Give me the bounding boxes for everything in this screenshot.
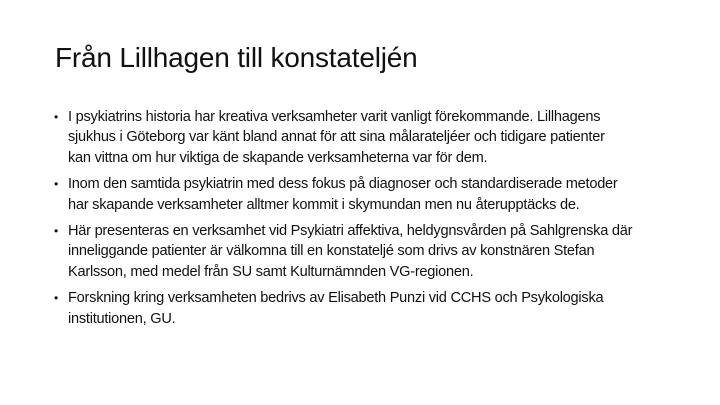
bullet-text-line: har skapande verksamheter alltmer kommit i skymundan men nu återupptäcks de. [68, 196, 580, 213]
bullet-dot-icon: • [54, 291, 59, 306]
bullet-list [52, 107, 712, 335]
bullet-text-line: Karlsson, med medel från SU samt Kulturnämnden VG-regionen. [68, 263, 474, 280]
bullet-item [52, 107, 712, 168]
bullet-item [52, 174, 712, 215]
bullet-text-line: Här presenteras en verksamhet vid Psykiatri affektiva, heldygnsvården på Sahlgrenska där [68, 223, 633, 240]
bullet-item [52, 288, 712, 329]
bullet-text-line: inneliggande patienter är välkomna till en konstateljé som drivs av konstnären Stefan [68, 243, 595, 260]
bullet-dot-icon: • [54, 110, 59, 124]
bullet-text-line: kan vittna om hur viktiga de skapande verksamheterna var för dem. [68, 149, 488, 166]
bullet-text-line: Inom den samtida psykiatrin med dess fokus på diagnoser och standardiserade metoder [68, 176, 618, 193]
bullet-text-line: Forskning kring verksamheten bedrivs av Elisabeth Punzi vid CCHS och Psykologiska [68, 290, 604, 307]
bullet-item [52, 221, 712, 282]
bullet-text-line: sjukhus i Göteborg var känt bland annat för att sina målarateljéer och tidigare patienter [68, 129, 605, 146]
bullet-text-line: institutionen, GU. [68, 310, 176, 327]
bullet-text-line: I psykiatrins historia har kreativa verksamheter varit vanligt förekommande. Lillhagens [68, 109, 601, 125]
bullet-dot-icon: • [54, 224, 59, 239]
bullet-dot-icon: • [54, 177, 59, 192]
slide-title: Från Lillhagen till konstateljén [55, 42, 418, 73]
